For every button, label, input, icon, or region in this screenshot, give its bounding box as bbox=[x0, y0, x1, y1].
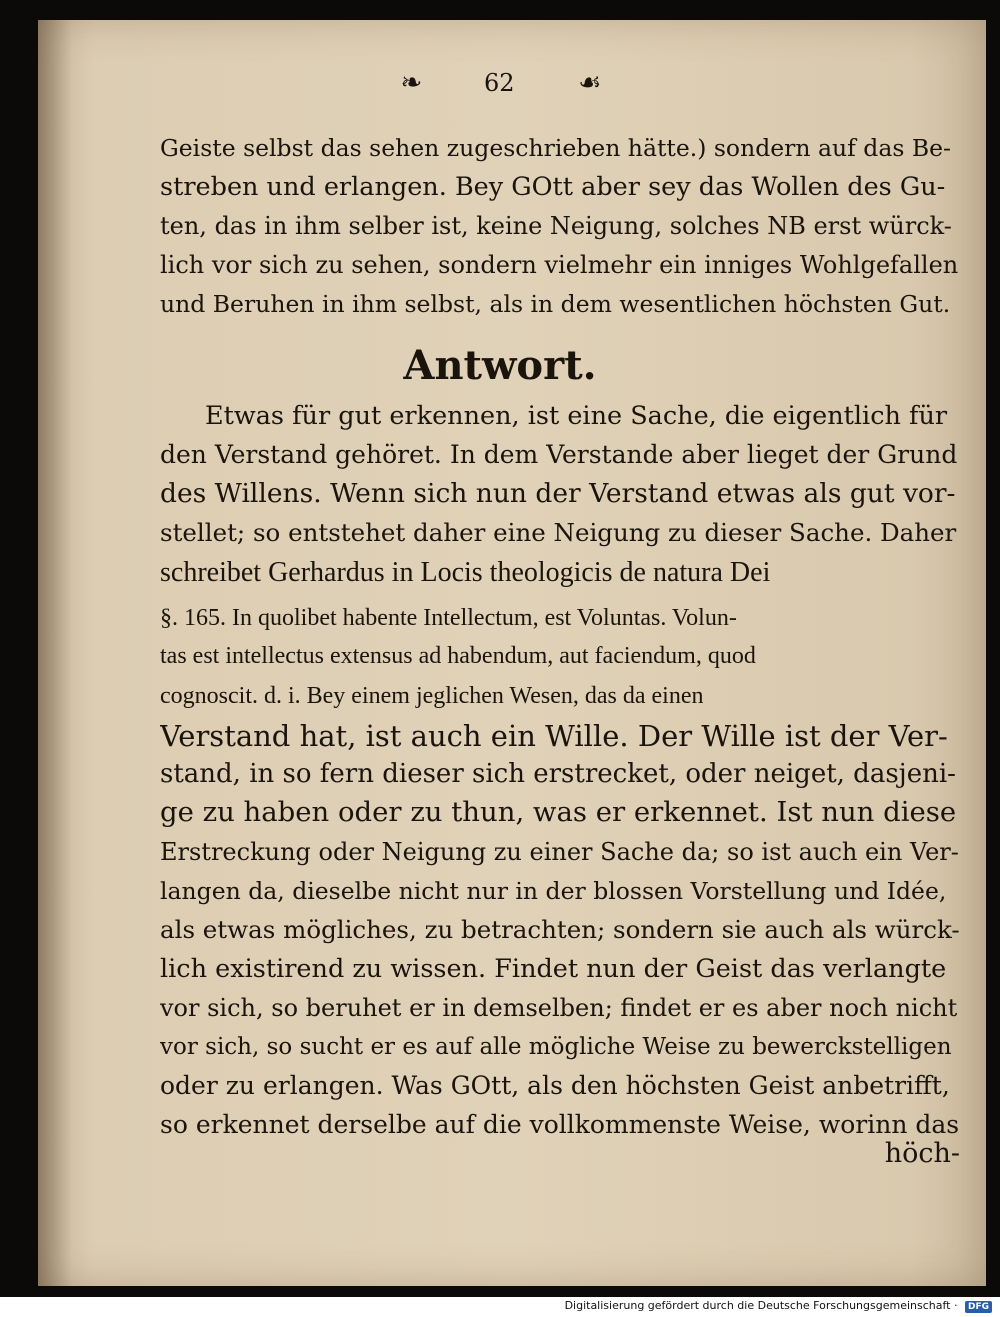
text-line: cognoscit. d. i. Bey einem jeglichen Wesen, das da einen bbox=[160, 683, 704, 709]
section-heading: Antwort. bbox=[403, 342, 597, 389]
text-line: den Verstand gehöret. In dem Verstande aber lieget der Grund bbox=[160, 440, 958, 469]
text-line: oder zu erlangen. Was GOtt, als den höchsten Geist anbetrifft, bbox=[160, 1071, 950, 1100]
text-line: Verstand hat, ist auch ein Wille. Der Wille ist der Ver- bbox=[160, 719, 948, 753]
text-line: Geiste selbst das sehen zugeschrieben hätte.) sondern auf das Be- bbox=[160, 134, 952, 162]
catchword: höch- bbox=[884, 1138, 960, 1169]
dfg-logo: DFG bbox=[965, 1301, 992, 1313]
text-line: lich vor sich zu sehen, sondern vielmehr ein inniges Wohlgefallen bbox=[160, 251, 959, 279]
text-line: stand, in so fern dieser sich erstrecket, oder neiget, dasjeni- bbox=[160, 759, 956, 789]
text-line: ten, das in ihm selber ist, keine Neigung, solches NB erst würck- bbox=[160, 212, 952, 240]
text-line: stellet; so entstehet daher eine Neigung zu dieser Sache. Daher bbox=[160, 518, 957, 547]
text-line: langen da, dieselbe nicht nur in der blossen Vorstellung und Idée, bbox=[160, 877, 947, 905]
ornament-right-icon: ☙ bbox=[578, 68, 600, 98]
text-line: lich existirend zu wissen. Findet nun der Geist das verlangte bbox=[160, 954, 947, 984]
page-gutter-shadow bbox=[38, 20, 72, 1286]
text-line: §. 165. In quolibet habente Intellectum, est Voluntas. Volun- bbox=[160, 605, 737, 631]
text-line: als etwas mögliches, zu betrachten; sondern sie auch als würck- bbox=[160, 915, 960, 944]
text-line: des Willens. Wenn sich nun der Verstand etwas als gut vor- bbox=[160, 478, 956, 509]
text-line: und Beruhen in ihm selbst, als in dem wesentlichen höchsten Gut. bbox=[160, 290, 951, 318]
footer-text: Digitalisierung gefördert durch die Deutsche Forschungsgemeinschaft · bbox=[564, 1299, 958, 1312]
text-line: schreibet Gerhardus in Locis theologicis de natura Dei bbox=[160, 557, 771, 588]
text-line: so erkennet derselbe auf die vollkommenste Weise, worinn das bbox=[160, 1110, 960, 1139]
digitization-credit bbox=[0, 1299, 992, 1313]
text-line: streben und erlangen. Bey GOtt aber sey das Wollen des Gu- bbox=[160, 172, 946, 202]
text-line: vor sich, so sucht er es auf alle mögliche Weise zu bewerckstelligen bbox=[160, 1034, 952, 1060]
text-line: vor sich, so beruhet er in demselben; findet er es aber noch nicht bbox=[160, 994, 958, 1022]
text-line: tas est intellectus extensus ad habendum, aut faciendum, quod bbox=[160, 643, 756, 669]
ornament-left-icon: ❧ bbox=[400, 68, 421, 98]
text-line: ge zu haben oder zu thun, was er erkennet. Ist nun diese bbox=[160, 796, 957, 828]
page-header bbox=[0, 68, 1000, 98]
text-line: Etwas für gut erkennen, ist eine Sache, die eigentlich für bbox=[205, 401, 948, 431]
text-line: Erstreckung oder Neigung zu einer Sache da; so ist auch ein Ver- bbox=[160, 838, 959, 866]
page-number: 62 bbox=[483, 69, 515, 97]
